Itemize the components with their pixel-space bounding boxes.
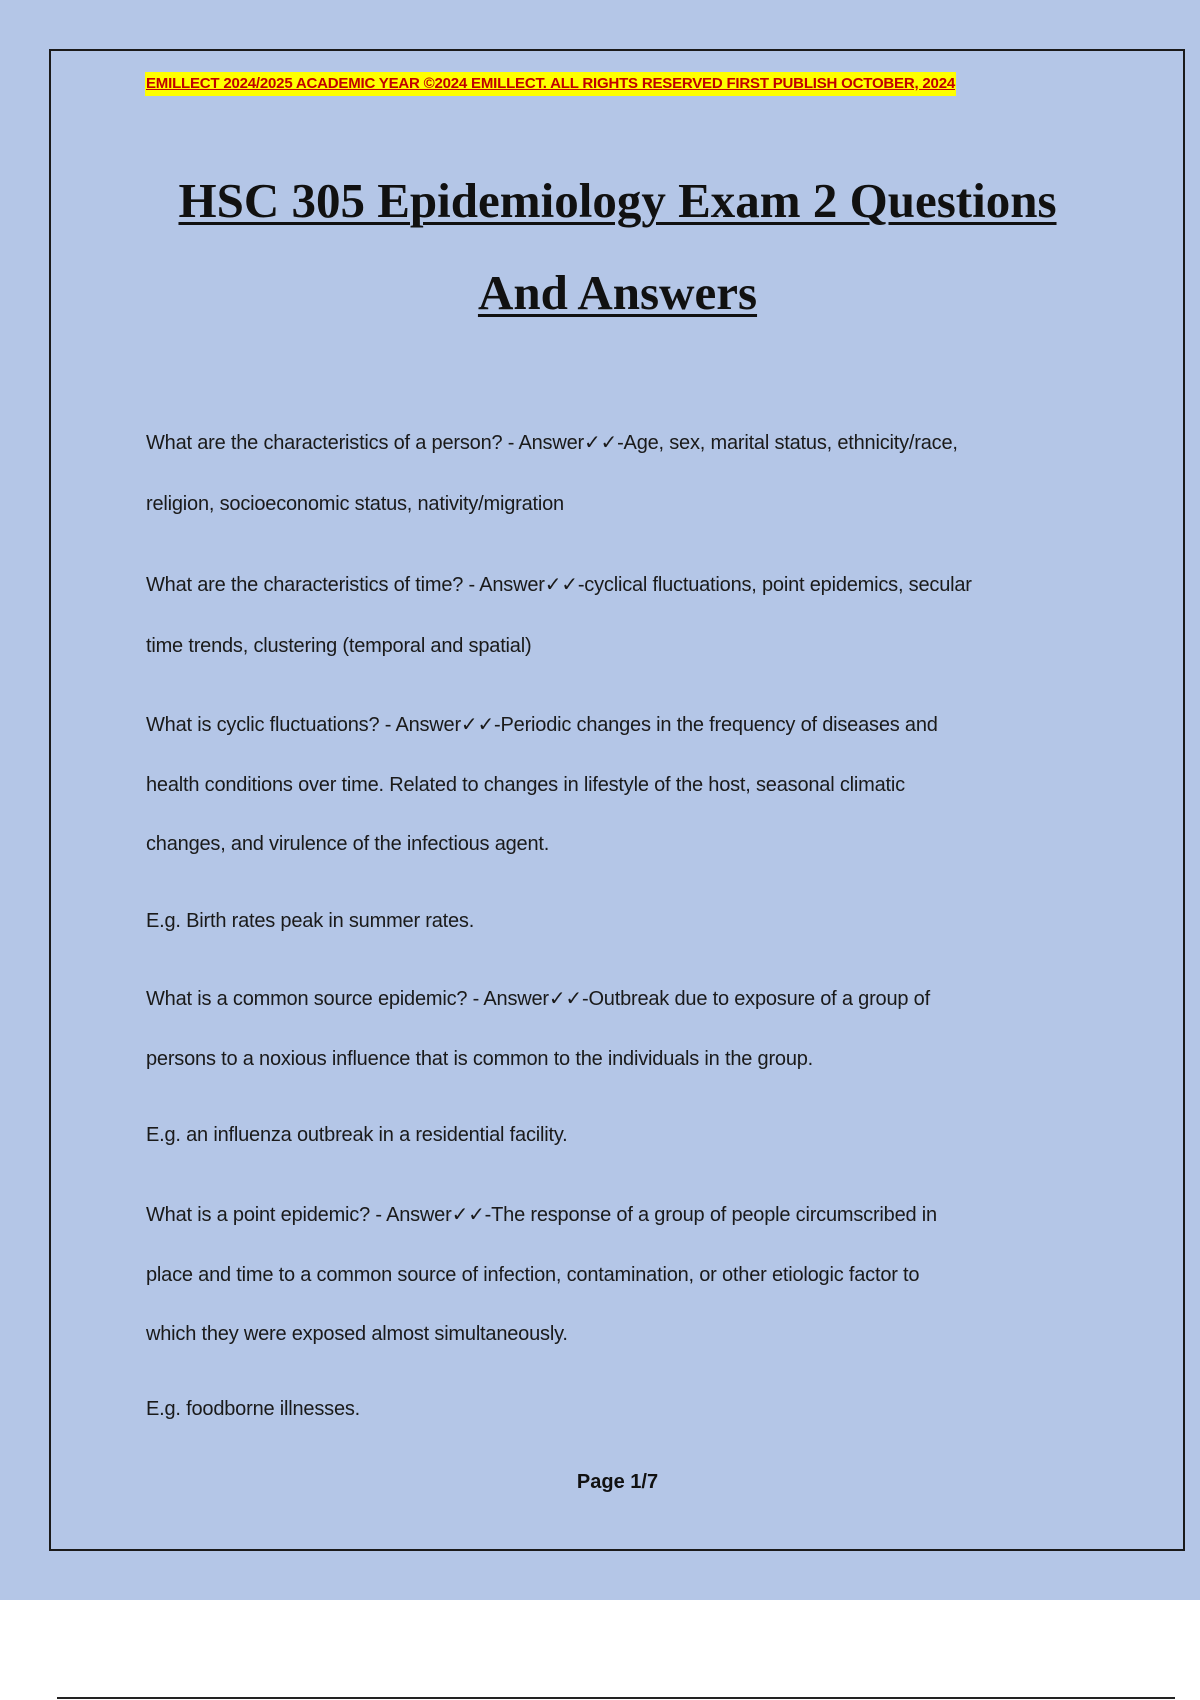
qa-line-9: What is a common source epidemic? - Answer✓✓-Outbreak due to exposure of a group of	[146, 988, 930, 1010]
bottom-divider	[57, 1697, 1175, 1699]
qa-line-7: changes, and virulence of the infectious agent.	[146, 833, 550, 855]
qa-line-10: persons to a noxious influence that is common to the individuals in the group.	[146, 1048, 814, 1070]
qa-line-5: What is cyclic fluctuations? - Answer✓✓-Periodic changes in the frequency of diseases and	[146, 714, 938, 736]
qa-line-1: What are the characteristics of a person? - Answer✓✓-Age, sex, marital status, ethnicity/race,	[146, 432, 958, 454]
qa-line-11: E.g. an influenza outbreak in a residential facility.	[146, 1124, 568, 1146]
copyright-banner: EMILLECT 2024/2025 ACADEMIC YEAR ©2024 EMILLECT. ALL RIGHTS RESERVED FIRST PUBLISH OCTOBER, 2024	[145, 72, 956, 96]
page-number: Page 1/7	[576, 1471, 659, 1493]
qa-line-13: place and time to a common source of infection, contamination, or other etiologic factor to	[146, 1264, 920, 1286]
qa-line-15: E.g. foodborne illnesses.	[146, 1398, 361, 1420]
qa-line-4: time trends, clustering (temporal and spatial)	[146, 635, 532, 657]
qa-line-2: religion, socioeconomic status, nativity/migration	[146, 493, 564, 515]
qa-line-14: which they were exposed almost simultaneously.	[146, 1323, 568, 1345]
qa-line-8: E.g. Birth rates peak in summer rates.	[146, 910, 475, 932]
qa-line-3: What are the characteristics of time? - Answer✓✓-cyclical fluctuations, point epidemics, secular	[146, 574, 972, 596]
document-title-line-1: HSC 305 Epidemiology Exam 2 Questions	[178, 173, 1057, 228]
document-title-line-2: And Answers	[477, 265, 758, 320]
qa-line-12: What is a point epidemic? - Answer✓✓-The response of a group of people circumscribed in	[146, 1204, 937, 1226]
qa-line-6: health conditions over time. Related to changes in lifestyle of the host, seasonal climatic	[146, 774, 905, 796]
